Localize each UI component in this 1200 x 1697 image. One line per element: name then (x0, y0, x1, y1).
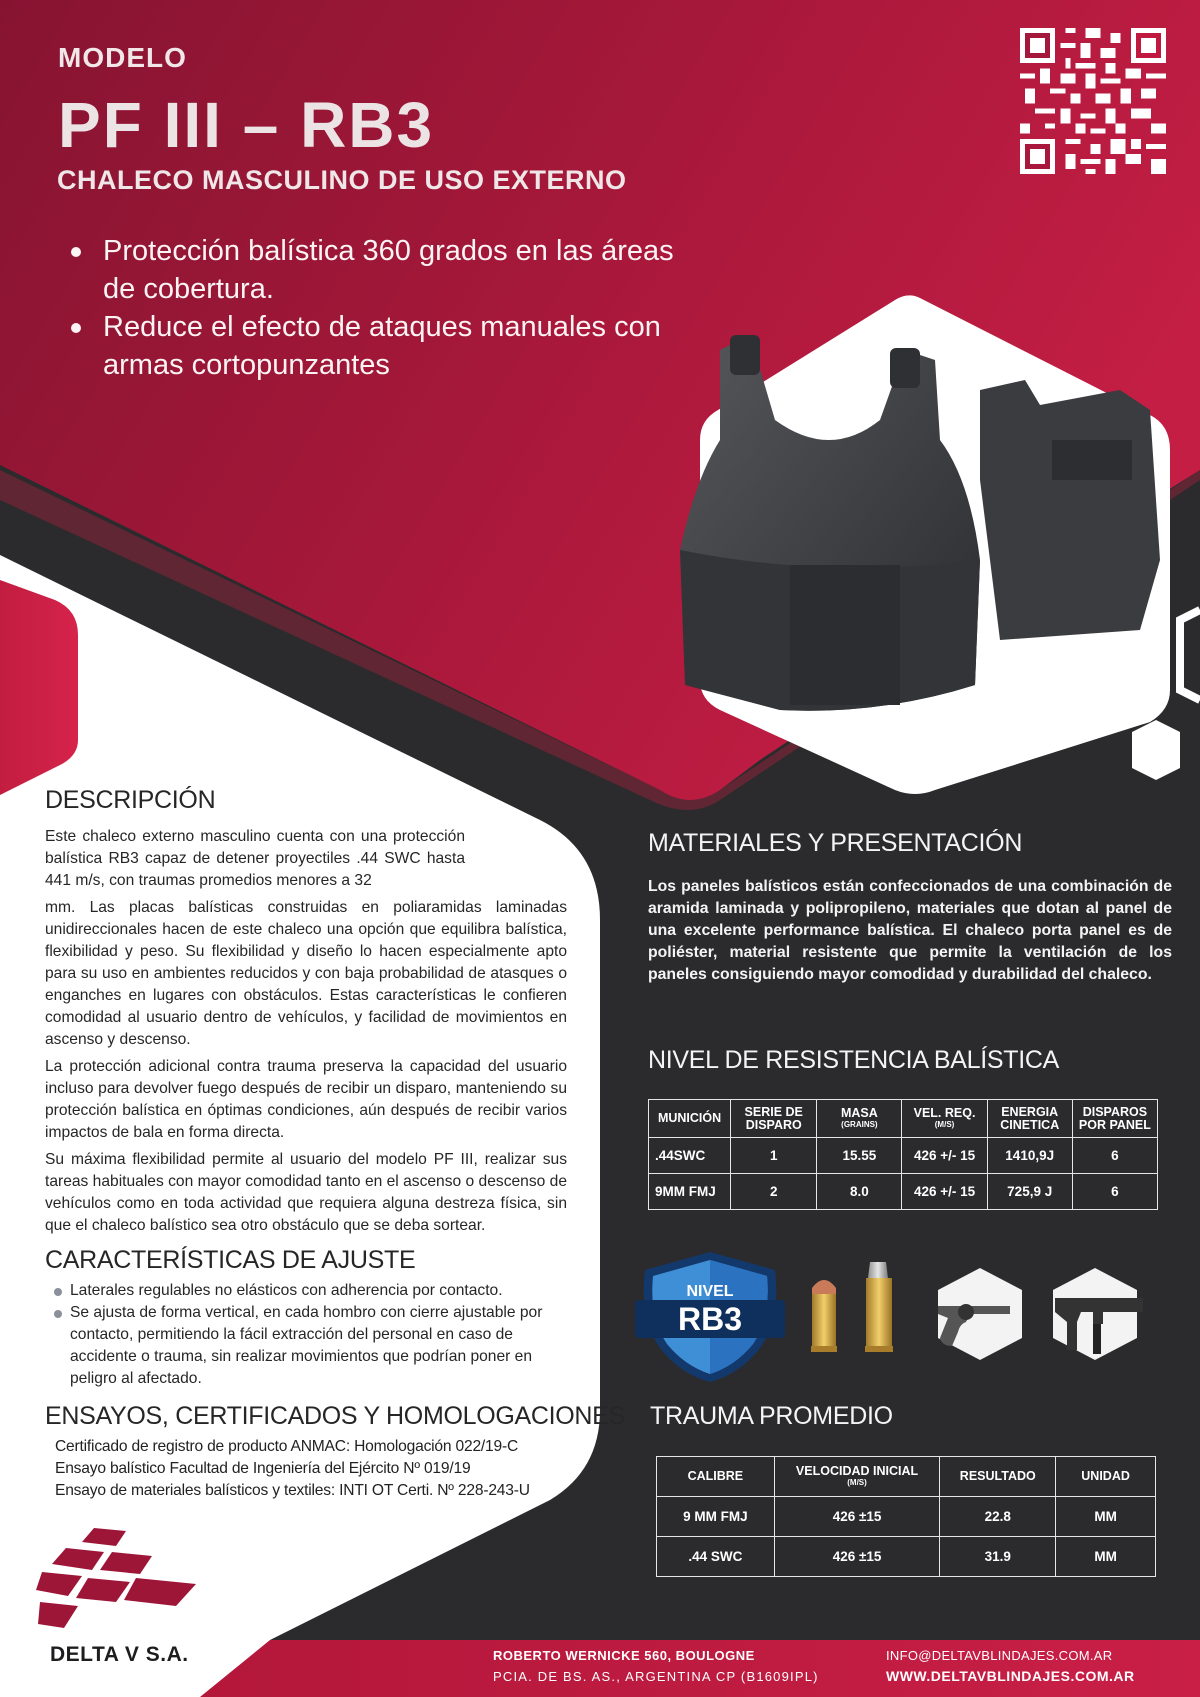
certification-item: Ensayo balístico Facultad de Ingeniería del Ejército Nº 019/19 (55, 1460, 471, 1477)
table-header: DISPAROS POR PANEL (1072, 1100, 1157, 1138)
footer-address-line2: PCIA. DE BS. AS., ARGENTINA CP (B1609IPL) (493, 1669, 819, 1684)
revolver-icon (930, 1266, 1030, 1362)
table-cell: 1 (731, 1138, 817, 1174)
table-header: VELOCIDAD INICIAL (M/S) (774, 1457, 940, 1497)
table-header: MUNICIÓN (649, 1100, 731, 1138)
footer-website-link[interactable]: WWW.DELTAVBLINDAJES.COM.AR (886, 1668, 1135, 1684)
table-header: MASA (GRAINS) (817, 1100, 902, 1138)
company-name: DELTA V S.A. (50, 1643, 189, 1666)
fit-feature-item: Laterales regulables no elásticos con adherencia por contacto. (52, 1280, 572, 1302)
footer-email-link[interactable]: INFO@DELTAVBLINDAJES.COM.AR (886, 1648, 1113, 1663)
table-cell: 6 (1072, 1138, 1157, 1174)
fit-features-list (52, 1280, 572, 1390)
table-header: ENERGIA CINETICA (987, 1100, 1072, 1138)
badge-top-text: NIVEL (686, 1283, 734, 1300)
certification-item: Certificado de registro de producto ANMAC: Homologación 022/19-C (55, 1438, 519, 1455)
description-title: DESCRIPCIÓN (45, 786, 216, 814)
table-cell: MM (1056, 1537, 1156, 1577)
table-cell: 426 +/- 15 (902, 1174, 987, 1210)
certifications-title: ENSAYOS, CERTIFICADOS Y HOMOLOGACIONES (45, 1402, 625, 1430)
table-cell: 8.0 (817, 1174, 902, 1210)
table-header-row (657, 1457, 1156, 1497)
table-cell: 15.55 (817, 1138, 902, 1174)
fit-features-title: CARACTERÍSTICAS DE AJUSTE (45, 1246, 416, 1274)
description-paragraph: mm. Las placas balísticas construidas en poliaramidas laminadas unidireccionales hacen de este chaleco una opción que equilibra balística, flexibilidad y peso. Su flexibilidad y diseño lo hacen especialmente apto para su uso en ambientes reducidos y con baja probabilidad de atasques o enganches en lugares con obstáculos. Estas características le confieren comodidad al usuario dentro de vehículos, y facilidad de movimientos en ascenso y descenso. (45, 899, 567, 1048)
table-cell: MM (1056, 1497, 1156, 1537)
vest-image (680, 330, 1180, 730)
certification-item: Ensayo de materiales balísticos y textiles: INTI OT Certi. Nº 228-243-U (55, 1482, 530, 1499)
description-paragraph: La protección adicional contra trauma preserva la capacidad del usuario incluso para devolver fuego después de recibir un disparo, manteniendo su protección balística en óptimas condiciones, aún después de recibir varios impactos de bala en forma directa. (45, 1058, 567, 1141)
company-logo-icon (36, 1528, 206, 1636)
table-row (657, 1497, 1156, 1537)
table-cell: 1410,9J (987, 1138, 1072, 1174)
table-header: RESULTADO (940, 1457, 1056, 1497)
ammunition-icon (800, 1258, 910, 1360)
footer-address-line1: ROBERTO WERNICKE 560, BOULOGNE (493, 1648, 755, 1663)
table-cell: .44 SWC (657, 1537, 775, 1577)
table-cell: 9 MM FMJ (657, 1497, 775, 1537)
trauma-title: TRAUMA PROMEDIO (650, 1402, 893, 1430)
table-row (649, 1138, 1158, 1174)
table-header: CALIBRE (657, 1457, 775, 1497)
model-label: MODELO (58, 42, 187, 73)
materials-text: Los paneles balísticos están confeccionados de una combinación de aramida laminada y polipropileno, materiales que dotan al panel de una excelente performance balística. El chaleco porta panel es de poliéster, material resistente que permite la ventilación de los paneles consiguiendo mayor comodidad y durabilidad del chaleco. (648, 878, 1172, 983)
submachine-gun-icon (1045, 1266, 1145, 1362)
certifications-list (55, 1436, 575, 1502)
table-cell: 2 (731, 1174, 817, 1210)
table-cell: 22.8 (940, 1497, 1056, 1537)
table-cell: 426 ±15 (774, 1537, 940, 1577)
description-paragraph: Su máxima flexibilidad permite al usuario del modelo PF III, realizar sus tareas habituales con mayor comodidad tanto en el ascenso o descenso de vehículos como en toda actividad que requiera alguna destreza física, sin que el chaleco balístico sea otro obstáculo que se deba sortear. (45, 1151, 567, 1234)
table-header: SERIE DE DISPARO (731, 1100, 817, 1138)
resistance-title: NIVEL DE RESISTENCIA BALÍSTICA (648, 1046, 1060, 1074)
table-row (649, 1174, 1158, 1210)
table-cell: 725,9 J (987, 1174, 1072, 1210)
product-subtitle: CHALECO MASCULINO DE USO EXTERNO (57, 165, 627, 195)
table-cell: 31.9 (940, 1537, 1056, 1577)
qr-code-icon (1020, 28, 1166, 174)
table-cell: 426 ±15 (774, 1497, 940, 1537)
description-paragraph: Este chaleco externo masculino cuenta con una protección balística RB3 capaz de detener proyectiles .44 SWC hasta 441 m/s, con traumas promedios menores a 32 (45, 828, 465, 889)
model-name: PF III – RB3 (58, 89, 435, 161)
table-cell: 426 +/- 15 (902, 1138, 987, 1174)
table-header-row (649, 1100, 1158, 1138)
feature-item: Protección balística 360 grados en las áreas de cobertura. (70, 232, 690, 308)
feature-item: Reduce el efecto de ataques manuales con armas cortopunzantes (70, 308, 690, 384)
materials-title: MATERIALES Y PRESENTACIÓN (648, 829, 1023, 857)
description-body (45, 826, 567, 1242)
table-cell: 6 (1072, 1174, 1157, 1210)
table-header: VEL. REQ. (M/S) (902, 1100, 987, 1138)
table-header: UNIDAD (1056, 1457, 1156, 1497)
resistance-table (648, 1099, 1158, 1210)
rb3-shield-icon (635, 1248, 785, 1386)
table-cell: 9MM FMJ (649, 1174, 731, 1210)
trauma-table (656, 1456, 1156, 1577)
badge-level-text: RB3 (677, 1301, 743, 1337)
fit-feature-item: Se ajusta de forma vertical, en cada hombro con cierre ajustable por contacto, permitiendo la fácil extracción del personal en caso de accidente o trauma, sin realizar movimientos que podrían poner en peligro al afectado. (52, 1302, 572, 1390)
table-cell: .44SWC (649, 1138, 731, 1174)
table-row (657, 1537, 1156, 1577)
feature-list (70, 232, 690, 384)
